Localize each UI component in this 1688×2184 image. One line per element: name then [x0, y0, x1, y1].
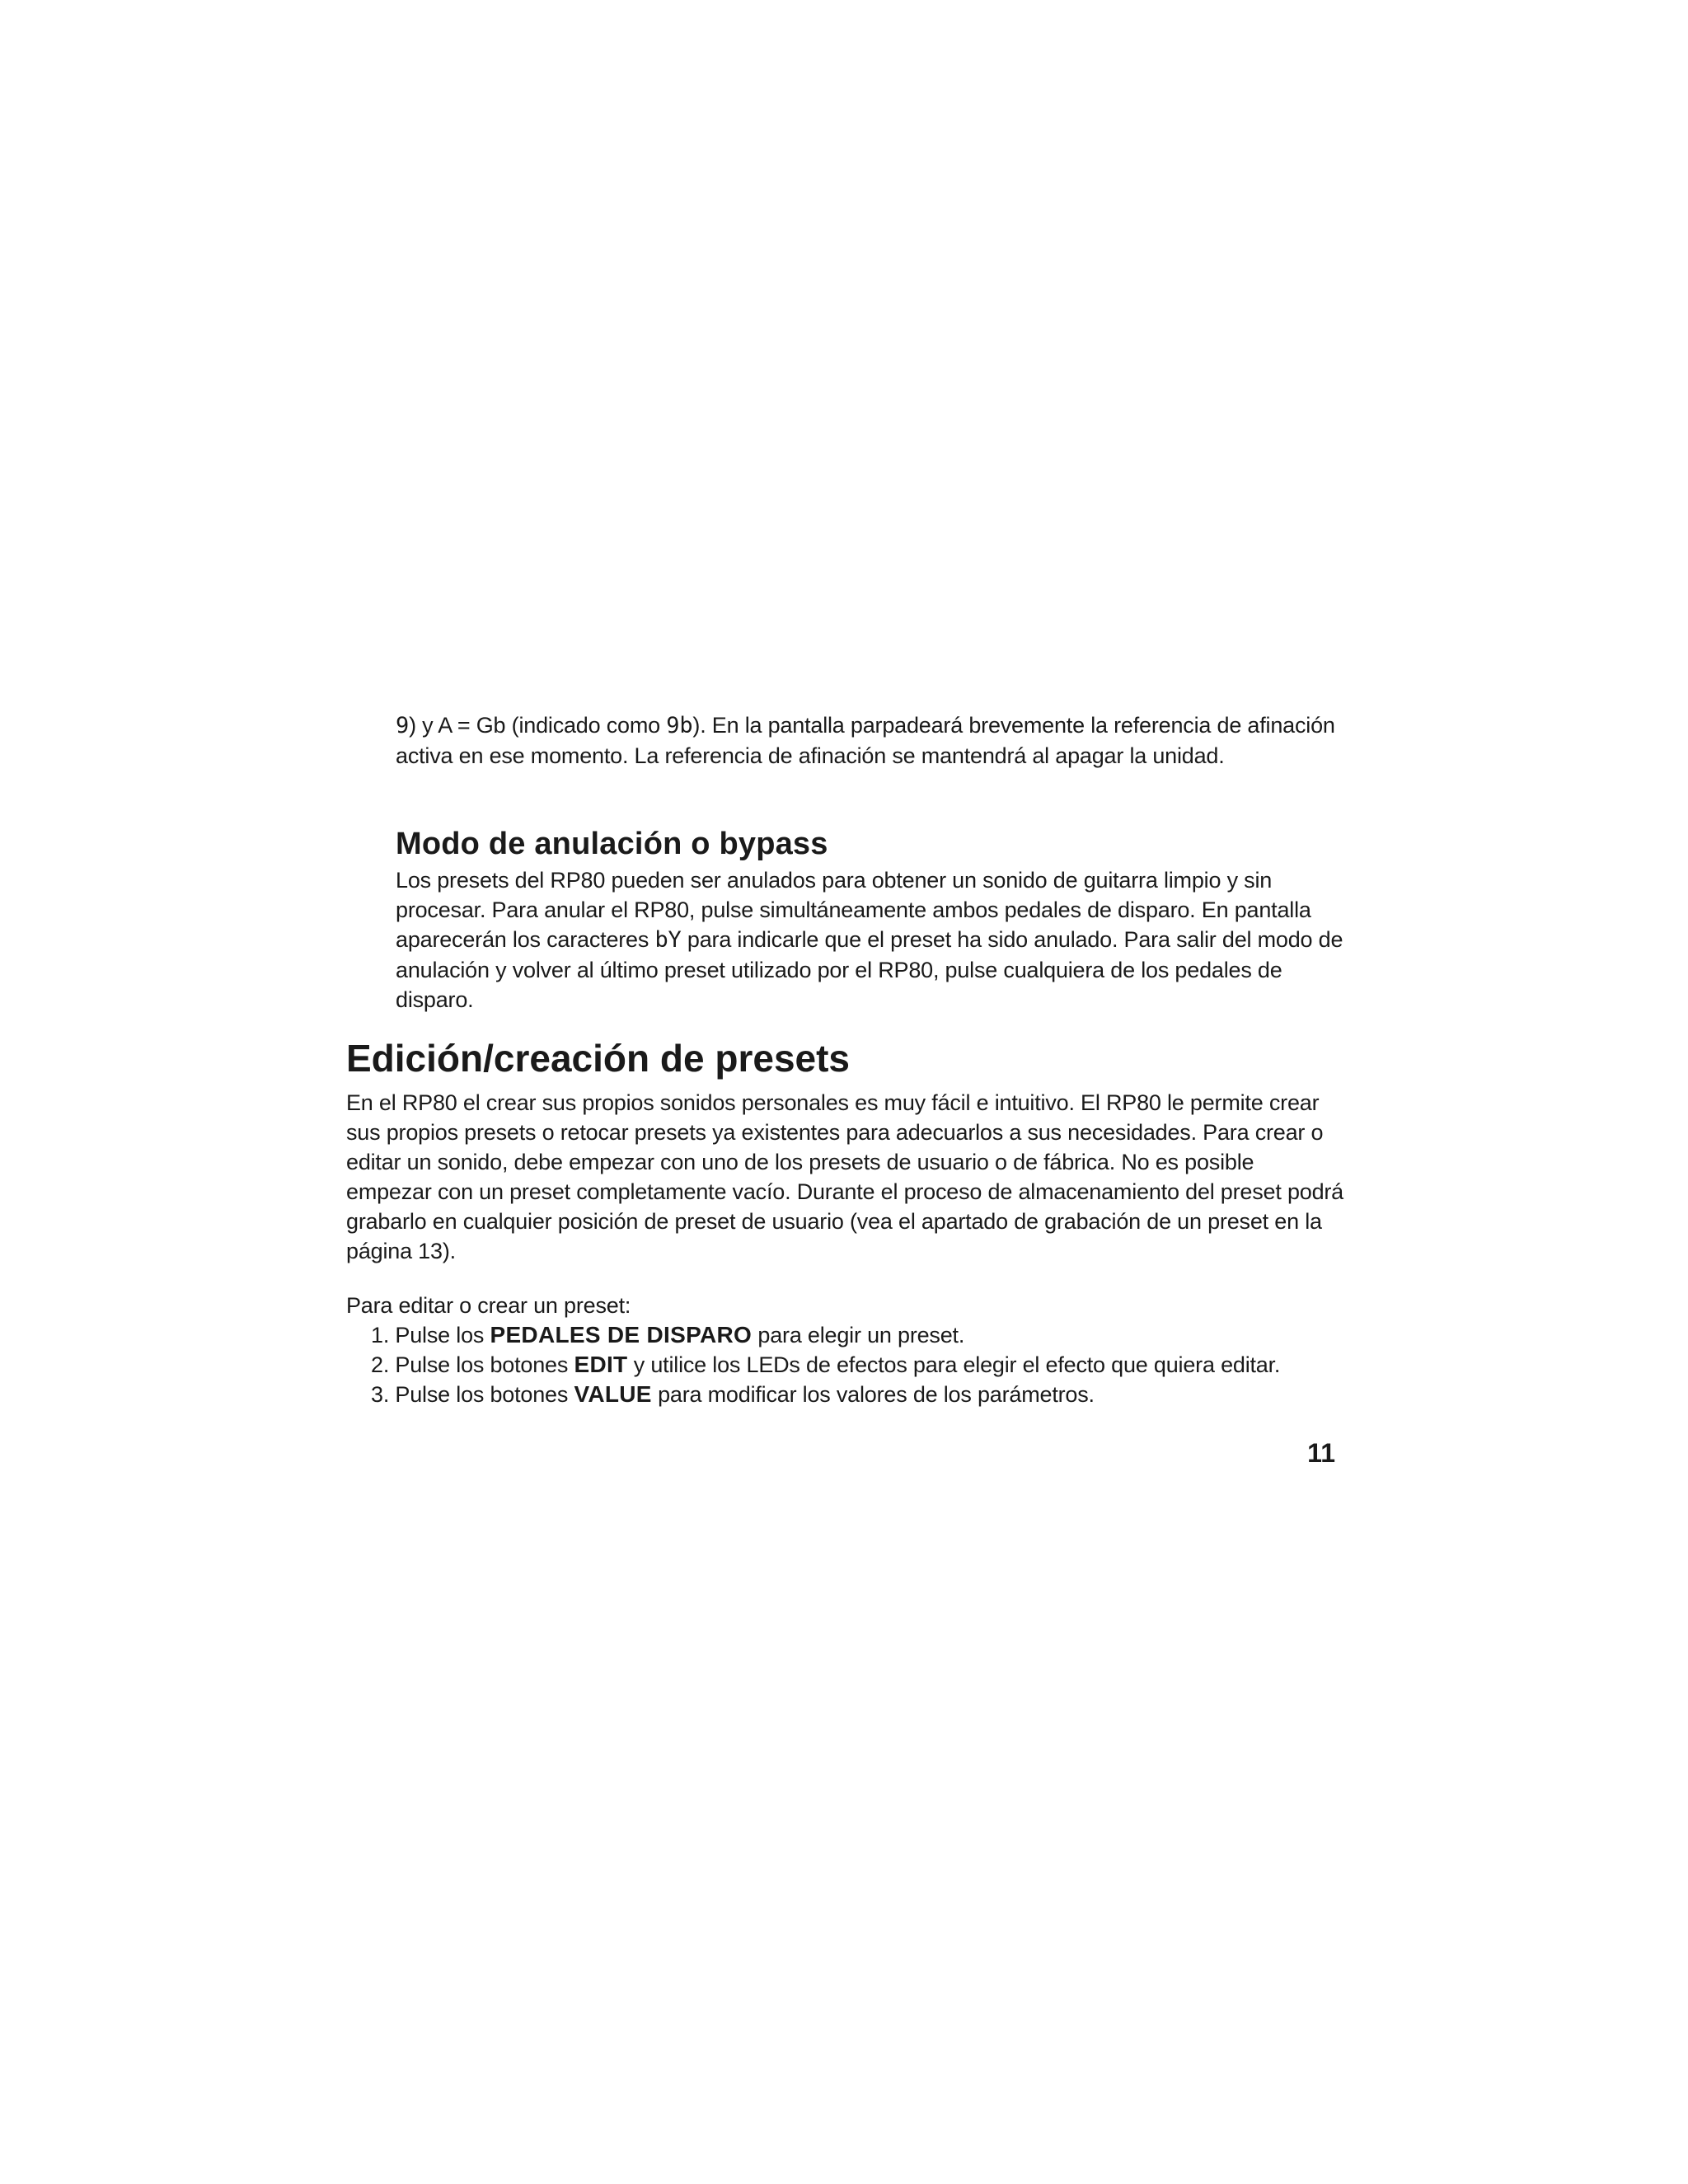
step-text: para modificar los valores de los parámetros.: [651, 1382, 1095, 1407]
intro-text-1: ) y A = Gb (indicado como: [409, 713, 667, 738]
editing-heading: Edición/creación de presets: [346, 1037, 851, 1080]
step-item: [346, 1380, 1360, 1409]
step-item: [346, 1350, 1360, 1380]
intro-text-2: ). En la pantalla parpadeará brevemente la referencia de afinación activa en ese momento. La referencia de afinación se mantendrá al apagar la unidad.: [396, 713, 1335, 768]
step-keyword: PEDALES DE DISPARO: [490, 1322, 753, 1347]
step-item: [346, 1320, 1360, 1350]
bypass-paragraph: [396, 865, 1343, 1015]
step-text: para elegir un preset.: [752, 1323, 965, 1347]
lcd-glyph-gb: 9b: [666, 713, 693, 738]
step-number: 2.: [371, 1352, 390, 1377]
editing-paragraph: En el RP80 el crear sus propios sonidos personales es muy fácil e intuitivo. El RP80 le permite crear sus propios presets o retocar presets ya existentes para adecuarlos a sus necesidades. Para crear o editar un sonido, debe empezar con uno de los presets de usuario o de fábrica. No es posible empezar con un preset completamente vacío. Durante el proceso de almacenamiento del preset podrá grabarlo en cualquier posición de preset de usuario (vea el apartado de grabación de un preset en la página 13).: [346, 1090, 1343, 1263]
step-text: y utilice los LEDs de efectos para elegir el efecto que quiera editar.: [627, 1352, 1281, 1377]
bypass-text-1: Los presets del RP80 pueden ser anulados para obtener un sonido de guitarra limpio y sin procesar. Para anular el RP80, pulse simultáneamente ambos pedales de disparo. En pantalla aparecerán los caracteres: [396, 868, 1311, 952]
step-text: Pulse los botones: [389, 1382, 574, 1407]
bypass-text-2: para indicarle que el preset ha sido anulado. Para salir del modo de anulación y volver al último preset utilizado por el RP80, pulse cualquiera de los pedales de disparo.: [396, 927, 1343, 1012]
lcd-glyph-by: bY: [654, 927, 682, 953]
step-text: Pulse los botones: [389, 1352, 574, 1377]
steps-list: [346, 1320, 1360, 1409]
step-number: 3.: [371, 1382, 390, 1407]
page-number: 11: [1307, 1438, 1335, 1468]
step-number: 1.: [371, 1323, 390, 1347]
tuning-reference-paragraph: [396, 710, 1343, 771]
editing-steps-section: [346, 1291, 1360, 1409]
lcd-glyph-g: 9: [396, 713, 410, 738]
steps-intro: Para editar o crear un preset:: [346, 1293, 631, 1318]
step-text: Pulse los: [389, 1323, 490, 1347]
step-keyword: EDIT: [574, 1352, 628, 1377]
bypass-heading: Modo de anulación o bypass: [396, 827, 828, 861]
step-keyword: VALUE: [574, 1381, 652, 1407]
